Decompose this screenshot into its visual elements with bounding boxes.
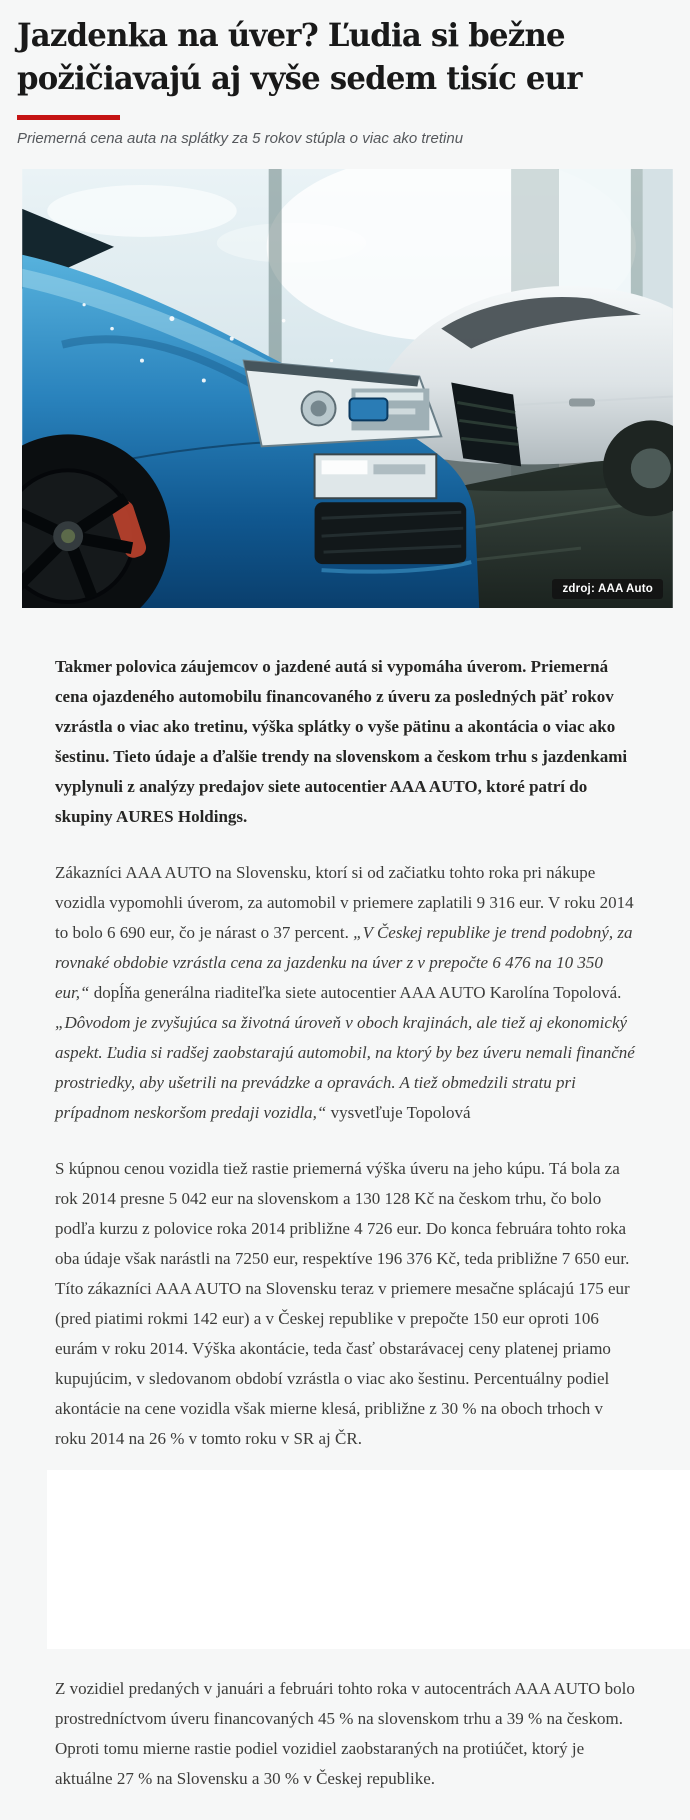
lead-paragraph: Takmer polovica záujemcov o jazdené autá si vypomáha úverom. Priemerná cena ojazdeného automobilu financovaného z úveru za posledných päť rokov vzrástla o viac ako tretinu, výška splátky o vyše pätinu a akontácia o viac ako šestinu. Tieto údaje a ďalšie trendy na slovenskom a českom trhu s jazdenkami vyplynuli z analýzy predajov siete autocentier AAA AUTO, ktoré patrí do skupiny AURES Holdings. <box>55 657 628 826</box>
paragraph-4: Z vozidiel predaných v januári a februári tohto roka v autocentrách AAA AUTO bolo prostredníctvom úveru financovaných 45 % na slovenskom trhu a 39 % na českom. Oproti tomu mierne rastie podiel vozidiel zaobstaraných na protiúčet, ktorý je aktuálne 27 % na Slovensku a 30 % v Českej republike. <box>55 1679 635 1788</box>
text-run: dopĺňa generálna riaditeľka siete autocentier AAA AUTO Karolína Topolová. <box>89 983 622 1002</box>
wheel-center-logo <box>61 529 75 543</box>
text-run: Zákazníci AAA AUTO na Slovensku, ktorí si od začiatku tohto roka pri nákupe vozidla vypomohli úverom, za automobil v priemere zaplatili 9 316 eur. V roku 2014 to bolo 6 690 eur, čo je nárast o 37 percent. <box>55 863 634 942</box>
title-accent-line <box>17 115 120 120</box>
page-title-line-1: Jazdenka na úver? Ľudia si bežne <box>17 16 565 54</box>
quote-run-2: „Dôvodom je zvyšujúca sa životná úroveň v oboch krajinách, ale tiež aj ekonomický aspekt. Ľudia si radšej zaobstarajú automobil, na ktorý by bez úveru nemali finančné prostriedky, aby ušetrili na prevádzke a opravách. A tiež obmedzili stratu pri prípadnom neskoršom predaji vozidla,“ <box>55 1013 635 1122</box>
page-title <box>17 14 673 100</box>
hero-image <box>22 169 673 608</box>
fog-light-chrome <box>315 454 437 498</box>
article-page <box>0 14 690 1820</box>
hero-figure <box>22 169 673 608</box>
article-body <box>0 652 690 1794</box>
bumper-mesh <box>315 502 467 564</box>
paragraph-2 <box>55 858 637 1128</box>
article-subtitle: Priemerná cena auta na splátky za 5 rokov stúpla o viac ako tretinu <box>17 130 464 147</box>
image-credit-badge: zdroj: AAA Auto <box>552 579 663 599</box>
headlight-washer <box>349 398 387 420</box>
text-run: vysvetľuje Topolová <box>326 1103 471 1122</box>
embed-placeholder <box>47 1470 690 1649</box>
page-title-line-2: požičiavajú aj vyše sedem tisíc eur <box>17 59 582 97</box>
quote-run-1: „V Českej republike je trend podobný, za rovnaké obdobie vzrástla cena za jazdenku na úver z v prepočte 6 476 na 10 350 eur,“ <box>55 923 633 1002</box>
paragraph-3: S kúpnou cenou vozidla tiež rastie priemerná výška úveru na jeho kúpu. Tá bola za rok 2014 presne 5 042 eur na slovenskom a 130 128 Kč na českom trhu, čo bolo podľa kurzu z polovice roka 2014 približne 4 726 eur. Do konca februára tohto roka oba údaje však narástli na 7250 eur, respektíve 196 376 Kč, teda približne 7 650 eur. Títo zákazníci AAA AUTO na Slovensku teraz v priemere mesačne splácajú 175 eur (pred piatimi rokmi 142 eur) a v Českej republike v prepočte 150 eur oproti 106 eurám v roku 2014. Výška akontácie, teda časť obstarávacej ceny platenej priamo kupujúcim, v sledovanom období vzrástla o viac ako šestinu. Percentuálny podiel akontácie na cene vozidla však mierne klesá, približne z 30 % na oboch trhoch v roku 2014 na 26 % v tomto roku v SR aj ČR. <box>55 1159 630 1448</box>
